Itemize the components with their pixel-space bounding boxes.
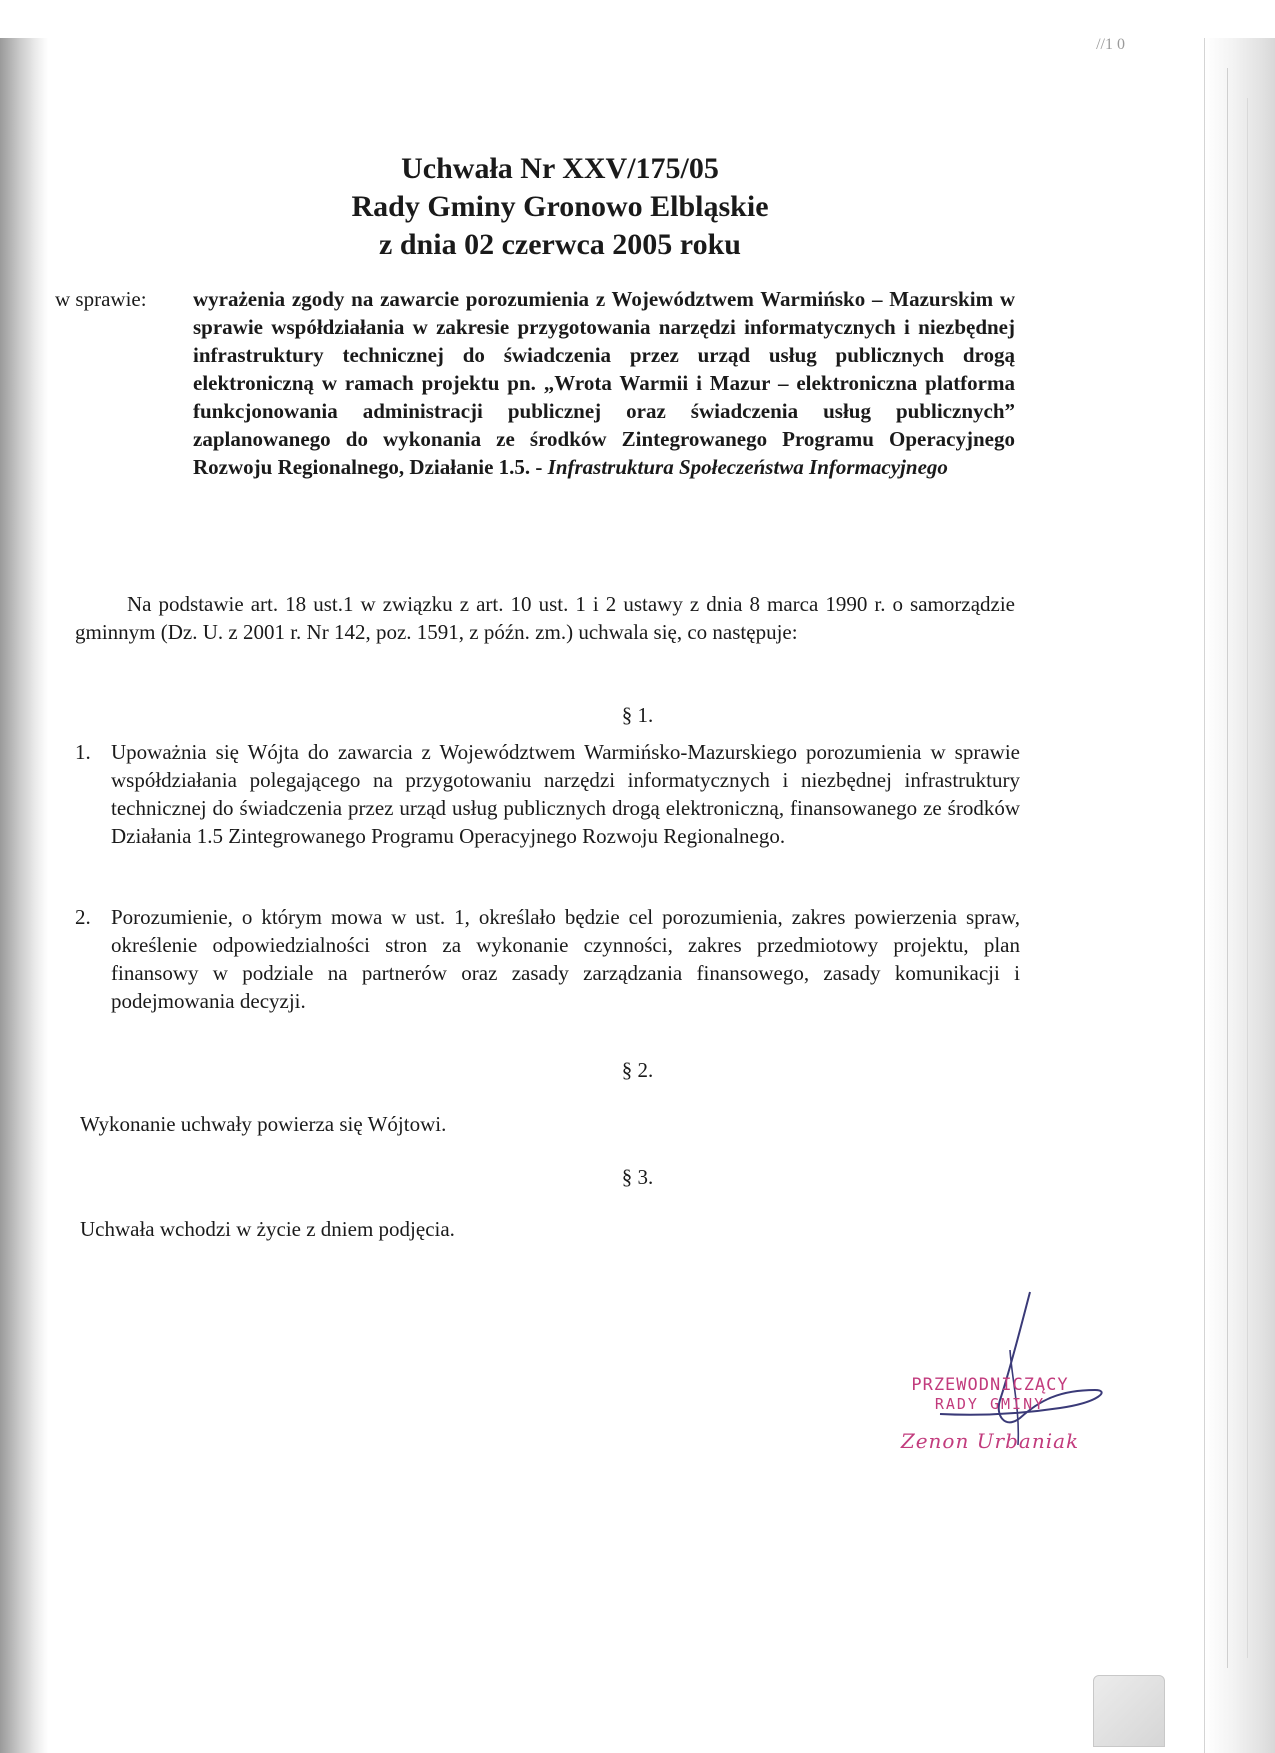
corner-page-mark: //1 0 (1096, 36, 1125, 53)
preamble-text: Na podstawie art. 18 ust.1 w związku z art. 10 ust. 1 i 2 ustawy z dnia 8 marca 1990 r. o samorządzie gminnym (Dz. U. z 2001 r. Nr 142, poz. 1591, z późn. zm.) uchwala się, co następuje: (75, 592, 1015, 644)
section-1-item-2 (75, 903, 1020, 1015)
item-number: 2. (75, 905, 91, 929)
subject-italic-text: Infrastruktura Społeczeństwa Informacyjnego (547, 455, 948, 479)
title-date: z dnia 02 czerwca 2005 roku (379, 228, 741, 261)
item-number: 1. (75, 740, 91, 764)
stamp-council: RADY GMINY (934, 1395, 1046, 1413)
section-heading-3: § 3. (621, 1165, 654, 1189)
chairman-stamp (880, 1375, 1100, 1453)
subject-text: wyrażenia zgody na zawarcie porozumienia z Województwem Warmińsko – Mazurskim w sprawie współdziałania w zakresie przygotowania narzędzi informatycznych i niezbędnej infrastruktury technicznej do świadczenia przez urząd usług publicznych drogą elektroniczną w ramach projektu pn. „Wrota Warmii i Mazur – elektroniczna platforma funkcjonowania administracji publicznej oraz świadczenia usług publicznych” zaplanowanego do wykonania ze środków Zintegrowanego Programu Operacyjnego Rozwoju Regionalnego, Działanie 1.5. - (193, 287, 1015, 479)
stamp-title: PRZEWODNICZĄCY (911, 1375, 1069, 1395)
section-2-text: Wykonanie uchwały powierza się Wójtowi. (80, 1112, 447, 1136)
subject-text-wrapper (193, 285, 1015, 481)
subject-label: w sprawie: (55, 287, 147, 311)
document-title (240, 150, 880, 264)
section-heading-2: § 2. (621, 1058, 654, 1082)
stacked-pages-edge (1204, 38, 1275, 1753)
stamp-name: Zenon Urbaniak (900, 1429, 1080, 1453)
title-resolution-number: Uchwała Nr XXV/175/05 (401, 152, 719, 185)
scan-binding-shadow (0, 38, 48, 1753)
item-text: Upoważnia się Wójta do zawarcia z Województwem Warmińsko-Mazurskiego porozumienia w sprawie współdziałania polegającego na przygotowaniu narzędzi informatycznych i niezbędnej infrastruktury technicznej do świadczenia przez urząd usług publicznych drogą elektroniczną, finansowanego ze środków Działania 1.5 Zintegrowanego Programu Operacyjnego Rozwoju Regionalnego. (111, 740, 1020, 848)
section-1-item-1 (75, 738, 1020, 850)
item-text: Porozumienie, o którym mowa w ust. 1, określało będzie cel porozumienia, zakres powierzenia spraw, określenie odpowiedzialności stron za wykonanie czynności, zakres przedmiotowy projektu, plan finansowy w podziale na partnerów oraz zasady zarządzania finansowego, zasady komunikacji i podejmowania decyzji. (111, 905, 1020, 1013)
scan-top-margin (0, 0, 1275, 38)
page-corner-tab (1093, 1675, 1165, 1747)
subject-block (55, 285, 1015, 481)
section-3-text: Uchwała wchodzi w życie z dniem podjęcia. (80, 1217, 455, 1241)
title-council-name: Rady Gminy Gronowo Elbląskie (351, 190, 769, 223)
legal-basis-preamble (75, 590, 1015, 646)
section-heading-1: § 1. (621, 703, 654, 727)
